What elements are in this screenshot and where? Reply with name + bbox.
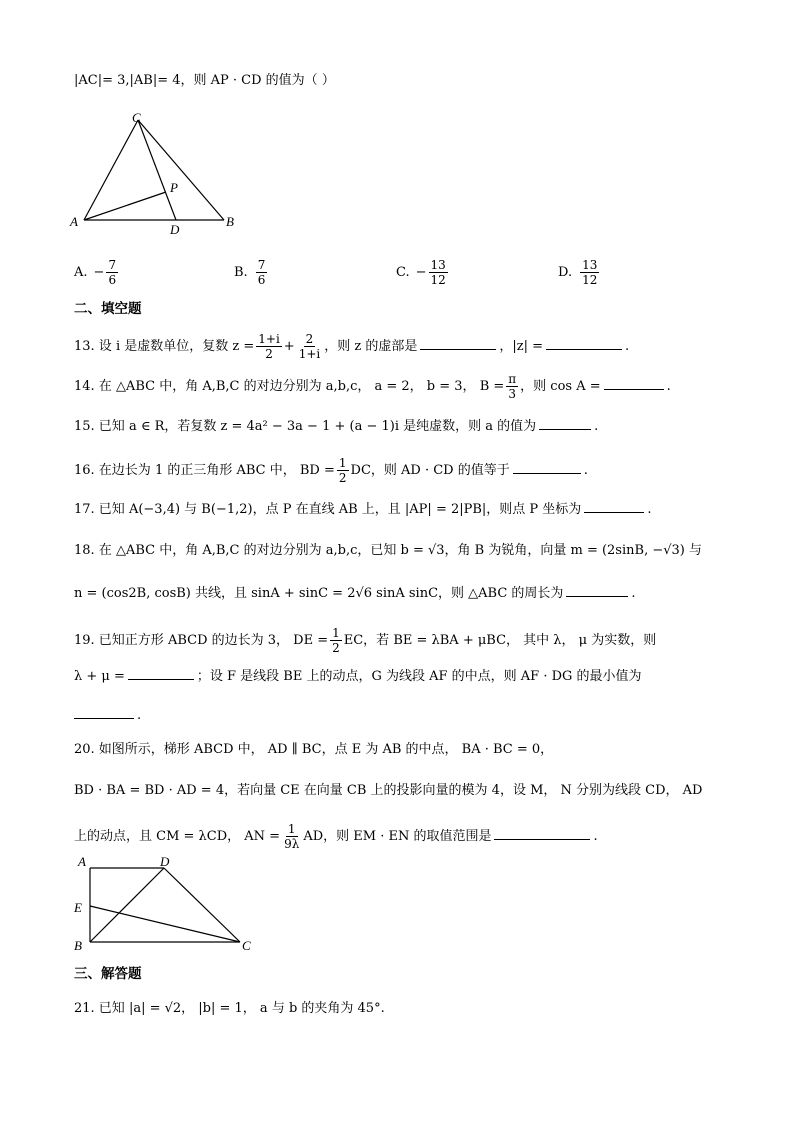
- q14-frac-num: π: [508, 372, 517, 386]
- option-a[interactable]: [74, 258, 120, 287]
- option-c-num: 13: [430, 258, 446, 272]
- fig1-label-p: P: [170, 180, 178, 195]
- q13-text-a: 13. 设 i 是虚数单位，复数 z =: [74, 339, 255, 354]
- q16-frac-den: 2: [338, 471, 347, 485]
- q15-text: 15. 已知 a ∈ R，若复数 z = 4a² − 3a − 1 + (a − 1)i 是纯虚数，则 a 的值为: [74, 419, 537, 434]
- q14-answer-blank[interactable]: [604, 377, 664, 390]
- option-d-num: 13: [582, 258, 598, 272]
- q16-text-b: DC，则 AD · CD 的值等于: [350, 463, 510, 478]
- option-b-num: 7: [257, 258, 266, 272]
- option-c-den: 12: [430, 273, 446, 287]
- question-17: [74, 500, 651, 519]
- q20-end: .: [593, 829, 598, 844]
- question-20-line-2: BD · BA = BD · AD = 4，若向量 CE 在向量 CB 上的投影向量的模为 4，设 M， N 分别为线段 CD， AD: [74, 783, 703, 798]
- fig1-label-a: A: [70, 214, 78, 229]
- q14-end: .: [666, 379, 671, 394]
- option-a-label: A.: [74, 265, 88, 280]
- option-d-label: D.: [558, 265, 573, 280]
- q16-frac-num: 1: [338, 456, 347, 470]
- q16-answer-blank[interactable]: [513, 461, 581, 474]
- q20-text-b: AD，则 EM · EN 的取值范围是: [303, 829, 492, 844]
- fig2-label-b: B: [74, 938, 82, 953]
- question-16: [74, 456, 588, 485]
- q14-text-a: 14. 在 △ABC 中，角 A,B,C 的对边分别为 a,b,c， a = 2， b = 3， B =: [74, 379, 505, 394]
- q20-text-a: 上的动点，且 CM = λCD， AN =: [74, 829, 281, 844]
- q13-end: .: [624, 339, 630, 354]
- q13-answer-blank-2[interactable]: [546, 337, 622, 350]
- q19-answer-blank-1[interactable]: [128, 667, 194, 680]
- question-18-line-2: [74, 584, 636, 603]
- q14-text-b: ，则 cos A =: [520, 379, 601, 394]
- q20-answer-blank[interactable]: [494, 827, 590, 840]
- fig2-label-c: C: [242, 938, 251, 953]
- fig2-label-a: A: [78, 854, 86, 869]
- option-a-den: 6: [108, 273, 117, 287]
- q16-text-a: 16. 在边长为 1 的正三角形 ABC 中， BD =: [74, 463, 335, 478]
- q19-frac-den: 2: [332, 641, 340, 655]
- question-19-line-2: [74, 667, 642, 686]
- section-heading-solutions: 三、解答题: [74, 966, 142, 982]
- option-d-den: 12: [582, 273, 598, 287]
- option-c[interactable]: [396, 258, 450, 287]
- q17-end: .: [647, 502, 652, 517]
- q17-text: 17. 已知 A(−3,4) 与 B(−1,2)，点 P 在直线 AB 上，且 |AP| = 2|PB|，则点 P 坐标为: [74, 502, 582, 517]
- question-20-line-3: [74, 822, 598, 851]
- fig1-label-b: B: [226, 214, 234, 229]
- question-21: 21. 已知 |a| = √2， |b| = 1， a 与 b 的夹角为 45°.: [74, 1001, 385, 1016]
- q20-frac-num: 1: [287, 822, 296, 836]
- question-20-line-1: 20. 如图所示，梯形 ABCD 中， AD ∥ BC，点 E 为 AB 的中点， BA · BC = 0，: [74, 742, 554, 757]
- option-c-sign: −: [415, 265, 427, 280]
- question-18-line-1: 18. 在 △ABC 中，角 A,B,C 的对边分别为 a,b,c，已知 b = √3，角 B 为锐角，向量 m = (2sinB, −√3) 与: [74, 543, 702, 558]
- q13-text-b: ，则 z 的虚部是: [324, 339, 418, 354]
- q14-frac-den: 3: [508, 387, 517, 401]
- section-heading-fill-in: 二、填空题: [74, 301, 142, 317]
- q18-end: .: [631, 586, 636, 601]
- fig1-label-c: C: [132, 110, 141, 125]
- fig2-label-d: D: [160, 854, 170, 869]
- question-15: [74, 417, 598, 436]
- q12-text: |AC|= 3,|AB|= 4，则 AP · CD 的值为（ ）: [74, 73, 335, 88]
- q18-answer-blank[interactable]: [566, 584, 628, 597]
- option-a-sign: −: [93, 265, 105, 280]
- q20-frac-den: 9λ: [284, 837, 300, 851]
- q13-frac1-den: 2: [265, 347, 273, 361]
- option-d[interactable]: [558, 258, 601, 287]
- fig2-label-e: E: [74, 900, 82, 915]
- fig1-label-d: D: [170, 222, 180, 237]
- q13-frac2-den: 1+i: [298, 347, 321, 361]
- option-b[interactable]: [234, 258, 269, 287]
- q13-plus: +: [283, 339, 295, 354]
- q19-end: .: [137, 708, 142, 723]
- q15-end: .: [594, 419, 599, 434]
- question-19-line-3: [74, 706, 141, 725]
- q19-text-d: ；设 F 是线段 BE 上的动点，G 为线段 AF 的中点，则 AF · DG 的最小值为: [196, 669, 642, 684]
- q15-answer-blank[interactable]: [539, 417, 591, 430]
- option-b-den: 6: [257, 273, 266, 287]
- q13-text-c: ，|z| =: [499, 339, 543, 354]
- q19-text-b: EC，若 BE = λBA + μBC， 其中 λ， μ 为实数，则: [343, 633, 657, 648]
- question-13: [74, 332, 629, 361]
- q19-answer-blank-2[interactable]: [74, 706, 134, 719]
- q17-answer-blank[interactable]: [584, 500, 644, 513]
- option-a-num: 7: [108, 258, 117, 272]
- trapezoid-figure: [70, 850, 270, 955]
- triangle-figure: [66, 108, 246, 238]
- q19-frac-num: 1: [332, 626, 340, 640]
- q16-end: .: [583, 463, 588, 478]
- q13-frac1-num: 1+i: [258, 332, 280, 346]
- q19-text-a: 19. 已知正方形 ABCD 的边长为 3， DE =: [74, 633, 329, 648]
- question-14: [74, 372, 671, 401]
- q18-text: n = (cos2B, cosB) 共线，且 sinA + sinC = 2√6 sinA sinC，则 △ABC 的周长为: [74, 586, 564, 601]
- question-19-line-1: [74, 626, 656, 655]
- q13-frac2-num: 2: [305, 332, 314, 346]
- option-c-label: C.: [396, 265, 410, 280]
- q19-text-c: λ + μ =: [74, 669, 125, 684]
- option-b-label: B.: [234, 265, 248, 280]
- q13-answer-blank-1[interactable]: [420, 337, 496, 350]
